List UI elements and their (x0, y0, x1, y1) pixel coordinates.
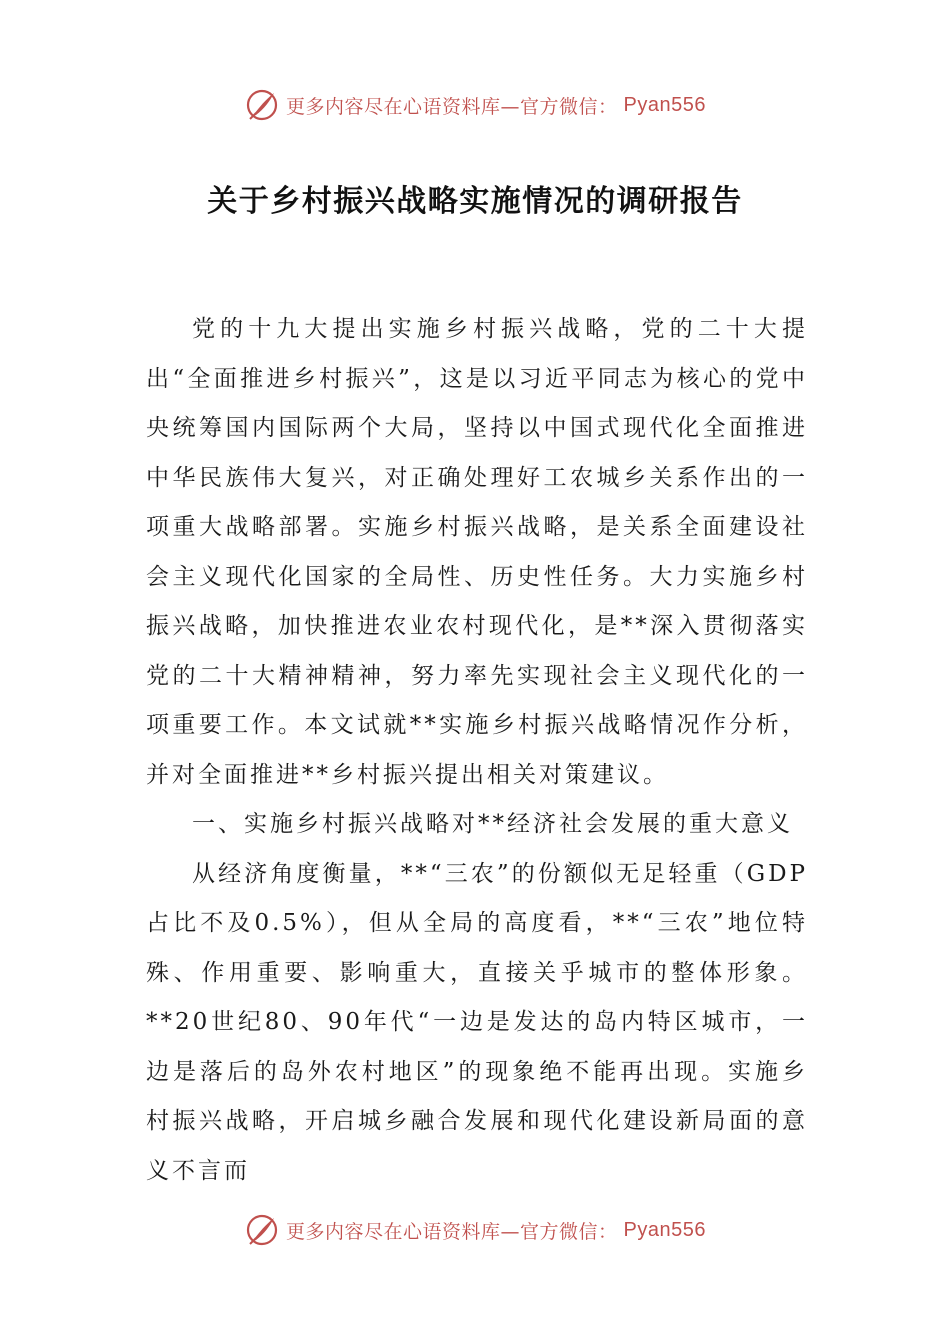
section-heading-1: 一、实施乡村振兴战略对**经济社会发展的重大意义 (192, 811, 793, 837)
watermark-header (0, 85, 950, 125)
document-title: 关于乡村振兴战略实施情况的调研报告 (207, 184, 743, 219)
watermark-text: 更多内容尽在心语资料库—官方微信： (286, 95, 618, 118)
watermark-account: Pyan556 (623, 93, 706, 116)
paragraph-intro: 党的十九大提出实施乡村振兴战略，党的二十大提出“全面推进乡村振兴”，这是以习近平同志为核心的党中央统筹国内国际两个大局，坚持以中国式现代化全面推进中华民族伟大复兴，对正确处理好工农城乡关系作出的一项重大战略部署。实施乡村振兴战略，是关系全面建设社会主义现代化国家的全局性、历史性任务。大力实施乡村振兴战略，加快推进农业农村现代化，是**深入贯彻落实党的二十大精神精神，努力率先实现社会主义现代化的一项重要工作。本文试就**实施乡村振兴战略情况作分析，并对全面推进**乡村振兴提出相关对策建议。 (146, 316, 808, 788)
watermark-footer (0, 1210, 950, 1250)
quill-pen-logo-icon (244, 1212, 280, 1248)
document-body (146, 305, 808, 1196)
watermark-text: 更多内容尽在心语资料库—官方微信： (286, 1220, 618, 1243)
quill-pen-logo-icon (244, 87, 280, 123)
watermark-account: Pyan556 (623, 1218, 706, 1241)
paragraph-economic: 从经济角度衡量，**“三农”的份额似无足轻重（GDP占比不及0.5%），但从全局的高度看，**“三农”地位特殊、作用重要、影响重大，直接关乎城市的整体形象。**20世纪80、90年代“一边是发达的岛内特区城市，一边是落后的岛外农村地区”的现象绝不能再出现。实施乡村振兴战略，开启城乡融合发展和现代化建设新局面的意义不言而 (146, 860, 808, 1184)
